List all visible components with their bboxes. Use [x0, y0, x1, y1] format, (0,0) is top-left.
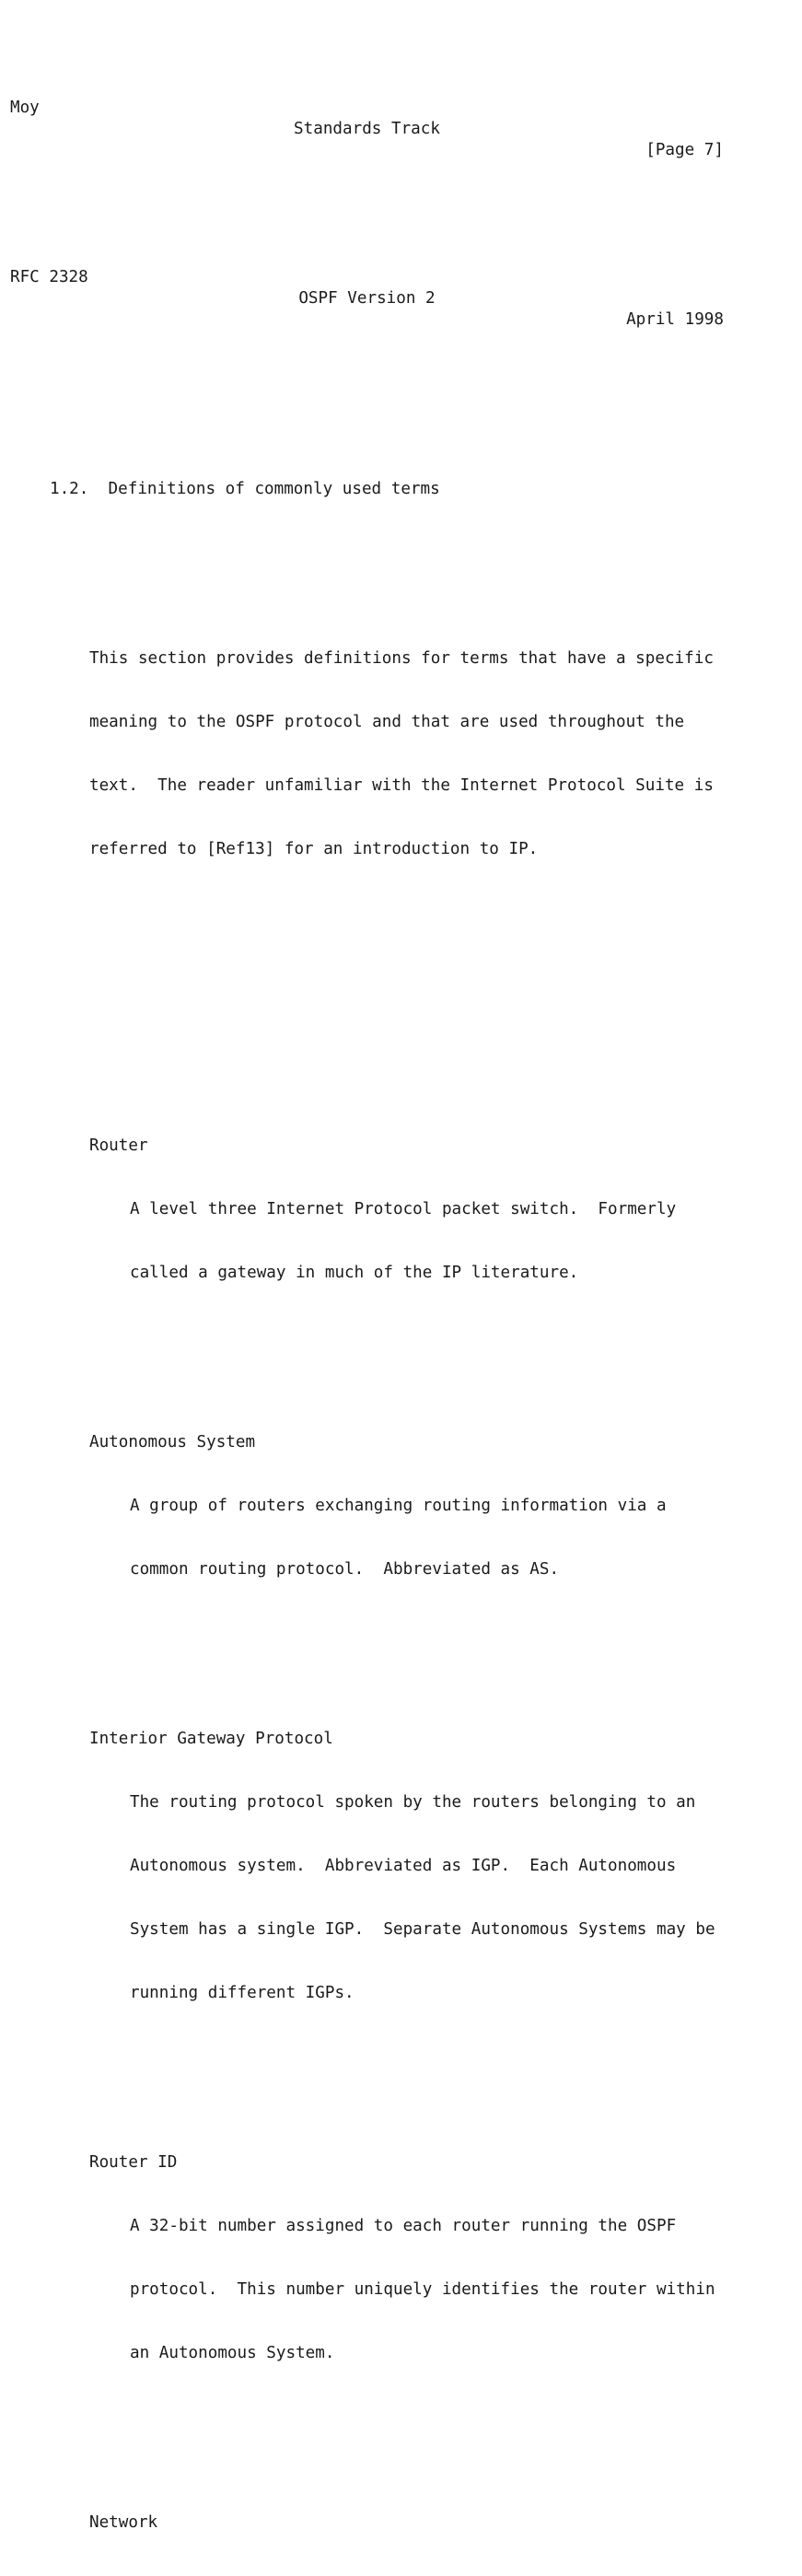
footer-page-number: [Page 7] [645, 141, 724, 159]
definition-line: The routing protocol spoken by the routers belonging to an [130, 1793, 696, 1812]
intro-line: This section provides definitions for terms that have a specific [89, 649, 714, 668]
definition-line: A group of routers exchanging routing information via a [130, 1497, 667, 1515]
footer-author: Moy [10, 99, 40, 117]
definition-line: common routing protocol. Abbreviated as AS. [130, 1560, 560, 1579]
definition-line: an Autonomous System. [130, 2344, 335, 2362]
header-rfc-number: RFC 2328 [10, 268, 88, 286]
intro-line: referred to [Ref13] for an introduction to IP. [89, 840, 539, 858]
intro-line: meaning to the OSPF protocol and that are used throughout the [89, 713, 685, 731]
section-heading: 1.2. Definitions of commonly used terms [50, 480, 440, 498]
term-router: Router [89, 1136, 148, 1155]
page-footer [10, 76, 724, 159]
term-interior-gateway-protocol: Interior Gateway Protocol [89, 1730, 333, 1748]
term-network: Network [89, 2513, 158, 2532]
footer-track: Standards Track [294, 120, 440, 138]
definition-line: running different IGPs. [130, 1984, 355, 2002]
definition-line: Autonomous system. Abbreviated as IGP. Each Autonomous [130, 1857, 677, 1875]
definition-line: A 32-bit number assigned to each router running the OSPF [130, 2217, 677, 2235]
intro-line: text. The reader unfamiliar with the Internet Protocol Suite is [89, 776, 714, 795]
rfc-document [10, 13, 724, 2576]
page-header [10, 246, 724, 329]
term-autonomous-system: Autonomous System [89, 1433, 256, 1451]
term-router-id: Router ID [89, 2153, 178, 2172]
definition-line: A level three Internet Protocol packet switch. Formerly [130, 1200, 677, 1218]
header-title: OSPF Version 2 [298, 289, 436, 308]
header-date: April 1998 [626, 310, 724, 329]
definition-line: System has a single IGP. Separate Autonomous Systems may be [130, 1920, 715, 1939]
definition-line: called a gateway in much of the IP literature. [130, 1264, 579, 1282]
definition-line: protocol. This number uniquely identifies the router within [130, 2280, 715, 2299]
